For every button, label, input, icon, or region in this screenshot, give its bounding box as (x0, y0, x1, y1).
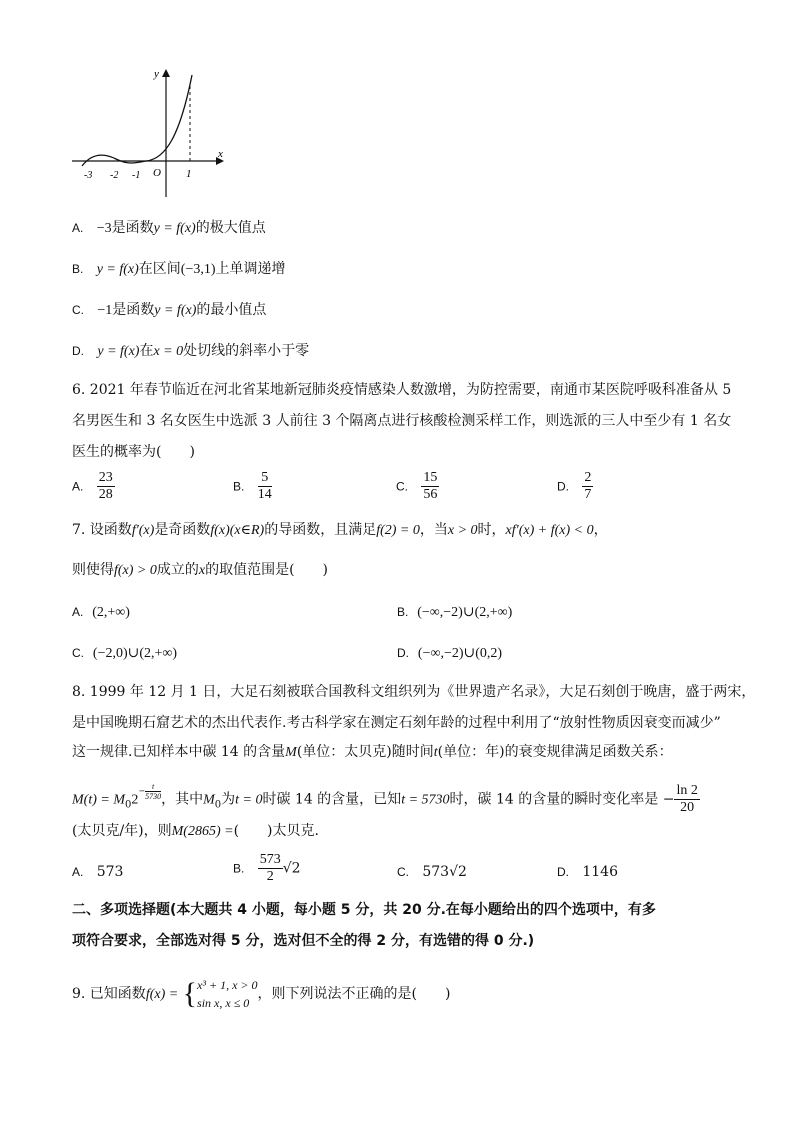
q8-exponent: − $\frac{t}{5730}$ (138, 782, 162, 801)
tick-neg3: -3 (84, 170, 93, 181)
q7-option-a[interactable]: A. (2,+∞) (72, 605, 130, 620)
tick-origin: O (153, 167, 161, 179)
q9-line: 9. 已知函数f(x) = { x³ + 1, x > 0 sin x, x ≤ 0 ，则下列说法不正确的是( ) (72, 977, 451, 1010)
q6-fraction-c: $\frac{15}{56}$ (423, 470, 438, 502)
q8-line-1: 8. 1999 年 12 月 1 日，大足石刻被联合国教科文组织列为《世界遗产名录》，大足石刻创于晚唐，盛于两宋， (72, 684, 756, 700)
q8-line-5: (太贝克/年)，则M(2865) =( )太贝克. (72, 823, 319, 839)
q9-cases: x³ + 1, x > 0 sin x, x ≤ 0 (197, 978, 258, 1010)
q7-option-b[interactable]: B. (−∞,−2)∪(2,+∞) (397, 605, 513, 620)
tick-neg2: -2 (110, 170, 119, 181)
q6-option-a[interactable]: A. $\frac{23}{28}$ (72, 470, 113, 502)
q8-line-3: 这一规律.已知样本中碳 14 的含量M(单位：太贝克)随时间t(单位：年)的衰变规律满足函数关系： (72, 744, 673, 760)
q9-brace: { (182, 977, 198, 1010)
q6-fraction-a: $\frac{23}{28}$ (98, 470, 113, 502)
tick-neg1: -1 (132, 170, 141, 181)
y-axis-arrow (162, 69, 170, 77)
q5-option-c[interactable]: C. −1是函数y = f(x)的最小值点 (72, 302, 267, 318)
q8-fraction-b: $\frac{573}{2}$ (259, 852, 281, 884)
y-label: y (154, 68, 159, 80)
q6-option-b[interactable]: B. $\frac{5}{14}$ (233, 470, 272, 502)
function-graph (70, 65, 230, 200)
q7-option-c[interactable]: C. (−2,0)∪(2,+∞) (72, 646, 178, 661)
q8-option-d[interactable]: D. 1146 (557, 864, 618, 880)
section-2-heading-line-2: 项符合要求，全部选对得 5 分，选对但不全的得 2 分，有选错的得 0 分.) (72, 933, 535, 949)
q6-line-2: 名男医生和 3 名女医生中选派 3 人前往 3 个隔离点进行核酸检测采样工作，则选派的三人中至少有 1 名女 (72, 413, 732, 429)
q8-option-c[interactable]: C. 573√2 (397, 864, 467, 880)
q8-option-b[interactable]: B. $\frac{573}{2}$ √2 (233, 852, 301, 884)
q7-option-d[interactable]: D. (−∞,−2)∪(0,2) (397, 646, 503, 661)
section-2-heading-line-1: 二、多项选择题(本大题共 4 小题，每小题 5 分，共 20 分.在每小题给出的四个选项中，有多 (72, 902, 656, 918)
tick-1: 1 (186, 168, 192, 180)
q5-option-a[interactable]: A. −3是函数y = f(x)的极大值点 (72, 220, 266, 236)
q8-line-4: $M(t) = M_02-$ $\frac{t}{5730}$ ，其中$M_0$为t = 0时碳 14 的含量，已知t = 5730时，碳 14 的含量的瞬时变化率是 − $\frac{\ln 2}{20}$ (72, 782, 698, 815)
q5-option-d[interactable]: D. y = f(x)在x = 0处切线的斜率小于零 (72, 343, 310, 359)
q8-line-2: 是中国晚期石窟艺术的杰出代表作.考古科学家在测定石刻年龄的过程中利用了“放射性物质因衰变而减少” (72, 715, 721, 731)
q6-option-d[interactable]: D. $\frac{2}{7}$ (557, 470, 592, 502)
q6-fraction-b: $\frac{5}{14}$ (257, 470, 272, 502)
q6-line-3: 医生的概率为( ) (72, 444, 195, 460)
q6-option-c[interactable]: C. $\frac{15}{56}$ (396, 470, 438, 502)
q5-option-b[interactable]: B. y = f(x)在区间(−3,1)上单调递增 (72, 261, 286, 277)
x-label: x (218, 148, 223, 160)
q8-option-a[interactable]: A. 573 (72, 864, 124, 880)
q7-line-2: 则使得f(x) > 0成立的x的取值范围是( ) (72, 562, 329, 578)
q7-line-1: 7. 设函数f′(x)是奇函数f(x)(x∈R)的导函数，且满足f(2) = 0，当x > 0时，xf′(x) + f(x) < 0， (72, 522, 608, 538)
curve (82, 75, 192, 166)
q6-fraction-d: $\frac{2}{7}$ (584, 470, 592, 502)
q6-line-1: 6. 2021 年春节临近在河北省某地新冠肺炎疫情感染人数激增，为防控需要，南通市某医院呼吸科准备从 5 (72, 382, 732, 398)
q8-rate-fraction: $\frac{\ln 2}{20}$ (676, 783, 698, 815)
